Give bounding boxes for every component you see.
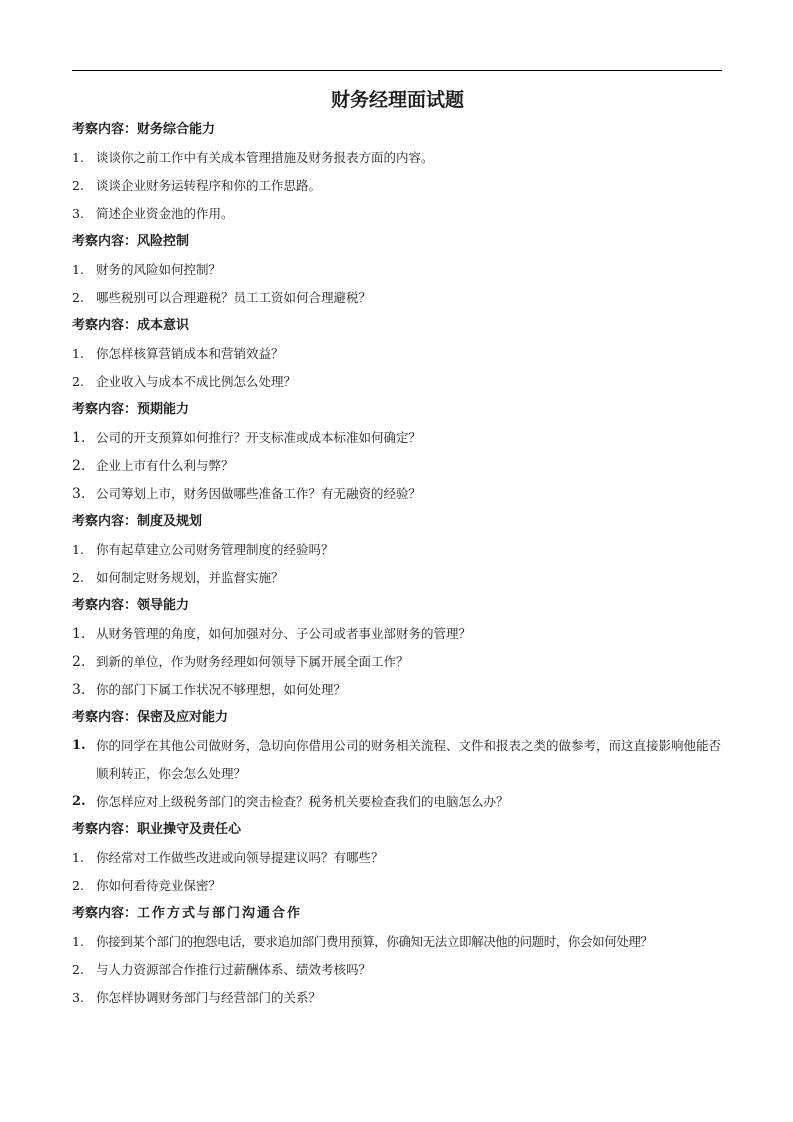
question-text: 企业上市有什么利与弊？ [96,458,234,473]
question-text: 你经常对工作做些改进或向领导提建议吗？有哪些？ [96,850,384,865]
section-cost-awareness [72,312,723,396]
question-item [72,564,723,592]
question-number: 1. [72,346,84,361]
heading-topic: 风险控制 [137,234,190,249]
question-text: 你怎样应对上级税务部门的突击检查？税务机关要检查我们的电脑怎么办？ [96,794,509,809]
question-item [72,424,723,452]
question-number: 1. [72,934,84,949]
section-heading [72,592,723,620]
question-item [72,788,723,816]
heading-topic: 保密及应对能力 [137,710,229,725]
question-number: 2. [72,178,84,193]
heading-prefix: 考察内容： [72,822,138,837]
section-forecasting [72,396,723,508]
heading-topic: 财务综合能力 [137,122,216,137]
question-number: 2. [72,290,84,305]
question-item [72,144,723,172]
section-risk-control [72,228,723,312]
top-rule [72,70,722,71]
question-text: 企业收入与成本不成比例怎么处理？ [96,374,297,389]
section-confidentiality [72,704,723,816]
question-item [72,368,723,396]
heading-topic: 制度及规划 [137,514,203,529]
question-number: 1. [72,150,84,165]
question-item [72,480,723,508]
question-item [72,452,723,480]
question-text: 哪些税别可以合理避税？员工工资如何合理避税？ [96,290,372,305]
question-item [72,956,723,984]
heading-topic: 领导能力 [137,598,190,613]
section-heading [72,508,723,536]
section-work-style-communication [72,900,723,1012]
question-number: 2. [72,458,86,474]
question-number: 2. [72,878,84,893]
heading-topic: 职业操守及责任心 [137,822,242,837]
question-number: 1. [72,626,86,642]
question-number: 2. [72,962,84,977]
heading-prefix: 考察内容： [72,122,138,137]
question-item [72,928,723,956]
section-policy-planning [72,508,723,592]
document-page [72,84,723,1012]
question-number: 3. [72,486,86,502]
question-number: 1. [72,262,84,277]
question-number: 1. [72,542,84,557]
question-item [72,340,723,368]
question-number: 2. [72,570,84,585]
section-leadership [72,592,723,704]
section-financial-ability [72,116,723,228]
question-text: 财务的风险如何控制？ [96,262,222,277]
question-item [72,844,723,872]
question-item [72,732,723,788]
heading-prefix: 考察内容： [72,906,138,921]
heading-topic: 成本意识 [137,318,190,333]
question-text: 你的部门下属工作状况不够理想，如何处理？ [96,682,347,697]
heading-prefix: 考察内容： [72,234,138,249]
question-number: 1. [72,850,84,865]
question-text: 你如何看待竞业保密？ [96,878,222,893]
question-item [72,984,723,1012]
question-text: 谈谈企业财务运转程序和你的工作思路。 [96,178,322,193]
question-number: 1. [72,430,86,446]
document-title: 财务经理面试题 [330,89,464,111]
heading-topic: 预期能力 [137,402,190,417]
question-item [72,172,723,200]
question-text: 从财务管理的角度，如何加强对分、子公司或者事业部财务的管理？ [96,626,472,641]
heading-topic: 工作方式与部门沟通合作 [137,906,303,921]
question-item [72,872,723,900]
question-text: 公司的开支预算如何推行？开支标准或成本标准如何确定？ [96,430,422,445]
heading-prefix: 考察内容： [72,402,138,417]
question-number: 1. [72,738,86,753]
question-item [72,620,723,648]
question-text: 你怎样核算营销成本和营销效益？ [96,346,284,361]
section-heading [72,704,723,732]
question-item [72,676,723,704]
heading-prefix: 考察内容： [72,710,138,725]
question-item [72,536,723,564]
question-number: 3. [72,682,86,698]
question-number: 2. [72,374,84,389]
question-text: 你有起草建立公司财务管理制度的经验吗？ [96,542,334,557]
question-item [72,648,723,676]
question-text: 你的同学在其他公司做财务，急切向你借用公司的财务相关流程、文件和报表之类的做参考，而这直接影响他能否顺利转正，你会怎么处理？ [96,738,722,781]
question-number: 2. [72,794,86,809]
section-heading [72,228,723,256]
question-text: 到新的单位，作为财务经理如何领导下属开展全面工作？ [96,654,409,669]
question-number: 3. [72,990,84,1005]
question-text: 简述企业资金池的作用。 [96,206,234,221]
section-heading [72,900,723,928]
heading-prefix: 考察内容： [72,598,138,613]
question-number: 3. [72,206,84,221]
heading-prefix: 考察内容： [72,514,138,529]
question-item [72,256,723,284]
section-heading [72,116,723,144]
heading-prefix: 考察内容： [72,318,138,333]
question-item [72,284,723,312]
question-text: 如何制定财务规划，并监督实施？ [96,570,284,585]
question-text: 与人力资源部合作推行过薪酬体系、绩效考核吗？ [96,962,372,977]
section-heading [72,816,723,844]
question-text: 公司筹划上市，财务因做哪些准备工作？有无融资的经验？ [96,486,422,501]
question-text: 谈谈你之前工作中有关成本管理措施及财务报表方面的内容。 [96,150,434,165]
section-professional-ethics [72,816,723,900]
section-heading [72,312,723,340]
question-number: 2. [72,654,86,670]
question-text: 你怎样协调财务部门与经营部门的关系？ [96,990,322,1005]
question-text: 你接到某个部门的抱怨电话，要求追加部门费用预算，你确知无法立即解决他的问题时，你会如何处理？ [96,934,653,949]
section-heading [72,396,723,424]
question-item [72,200,723,228]
